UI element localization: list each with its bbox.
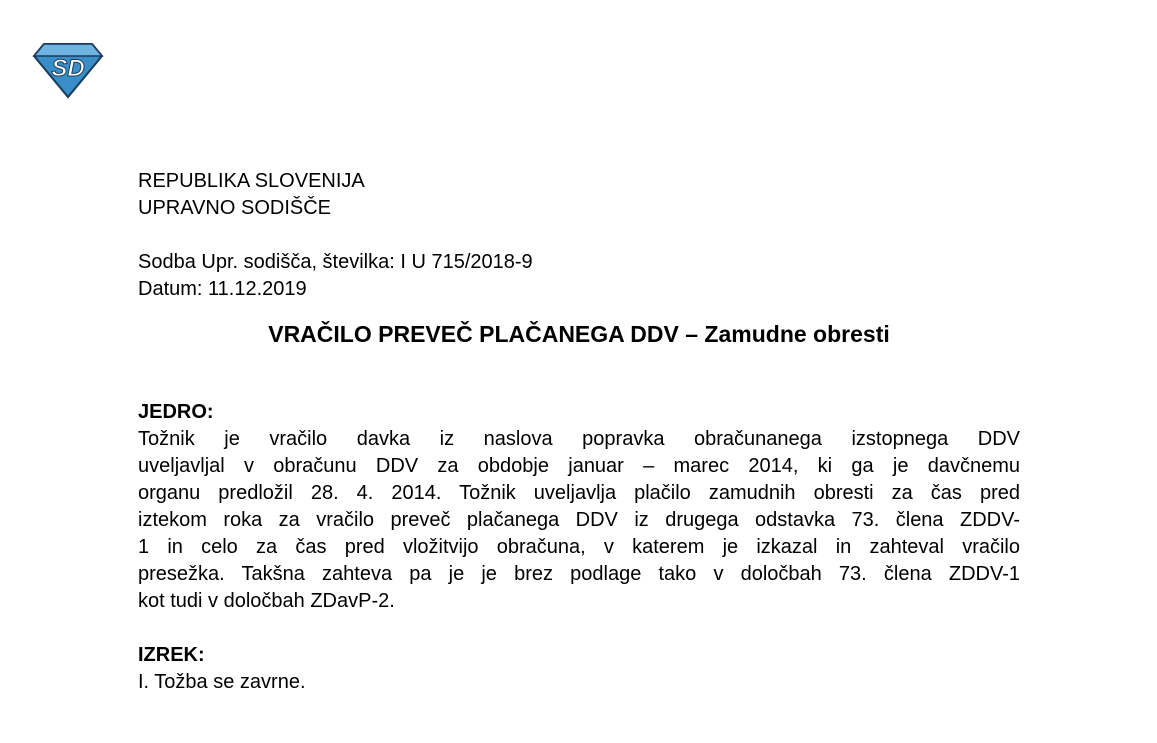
date-line: Datum: 11.12.2019 xyxy=(138,278,307,300)
jedro-line: kot tudi v določbah ZDavP-2. xyxy=(138,590,395,612)
jedro-line: organu predložil 28. 4. 2014. Tožnik uveljavlja plačilo zamudnih obresti za čas pred xyxy=(138,482,1020,504)
jedro-line: uveljavljal v obračunu DDV za obdobje januar – marec 2014, ki ga je davčnemu xyxy=(138,455,1020,477)
jedro-paragraph xyxy=(138,426,1020,615)
document-title: VRAČILO PREVEČ PLAČANEGA DDV – Zamudne obresti xyxy=(268,321,890,347)
izrek-heading: IZREK: xyxy=(138,644,205,666)
jedro-line: presežka. Takšna zahteva pa je je brez podlage tako v določbah 73. člena ZDDV-1 xyxy=(138,563,1020,585)
court-logo xyxy=(30,40,106,100)
document-body xyxy=(138,168,1020,696)
jedro-line: 1 in celo za čas pred vložitvijo obračuna, v katerem je izkazal in zahteval vračilo xyxy=(138,536,1020,558)
case-number-line: Sodba Upr. sodišča, številka: I U 715/2018-9 xyxy=(138,251,533,273)
logo-text: SD xyxy=(51,55,85,82)
jedro-line: Tožnik je vračilo davka iz naslova popravka obračunanega izstopnega DDV xyxy=(138,428,1020,450)
shield-logo-icon xyxy=(30,40,106,100)
court-republic-line: REPUBLIKA SLOVENIJA xyxy=(138,170,365,192)
izrek-item: I. Tožba se zavrne. xyxy=(138,671,306,693)
jedro-line: iztekom roka za vračilo preveč plačanega DDV iz drugega odstavka 73. člena ZDDV- xyxy=(138,509,1020,531)
jedro-heading: JEDRO: xyxy=(138,401,214,423)
court-name-line: UPRAVNO SODIŠČE xyxy=(138,197,331,219)
